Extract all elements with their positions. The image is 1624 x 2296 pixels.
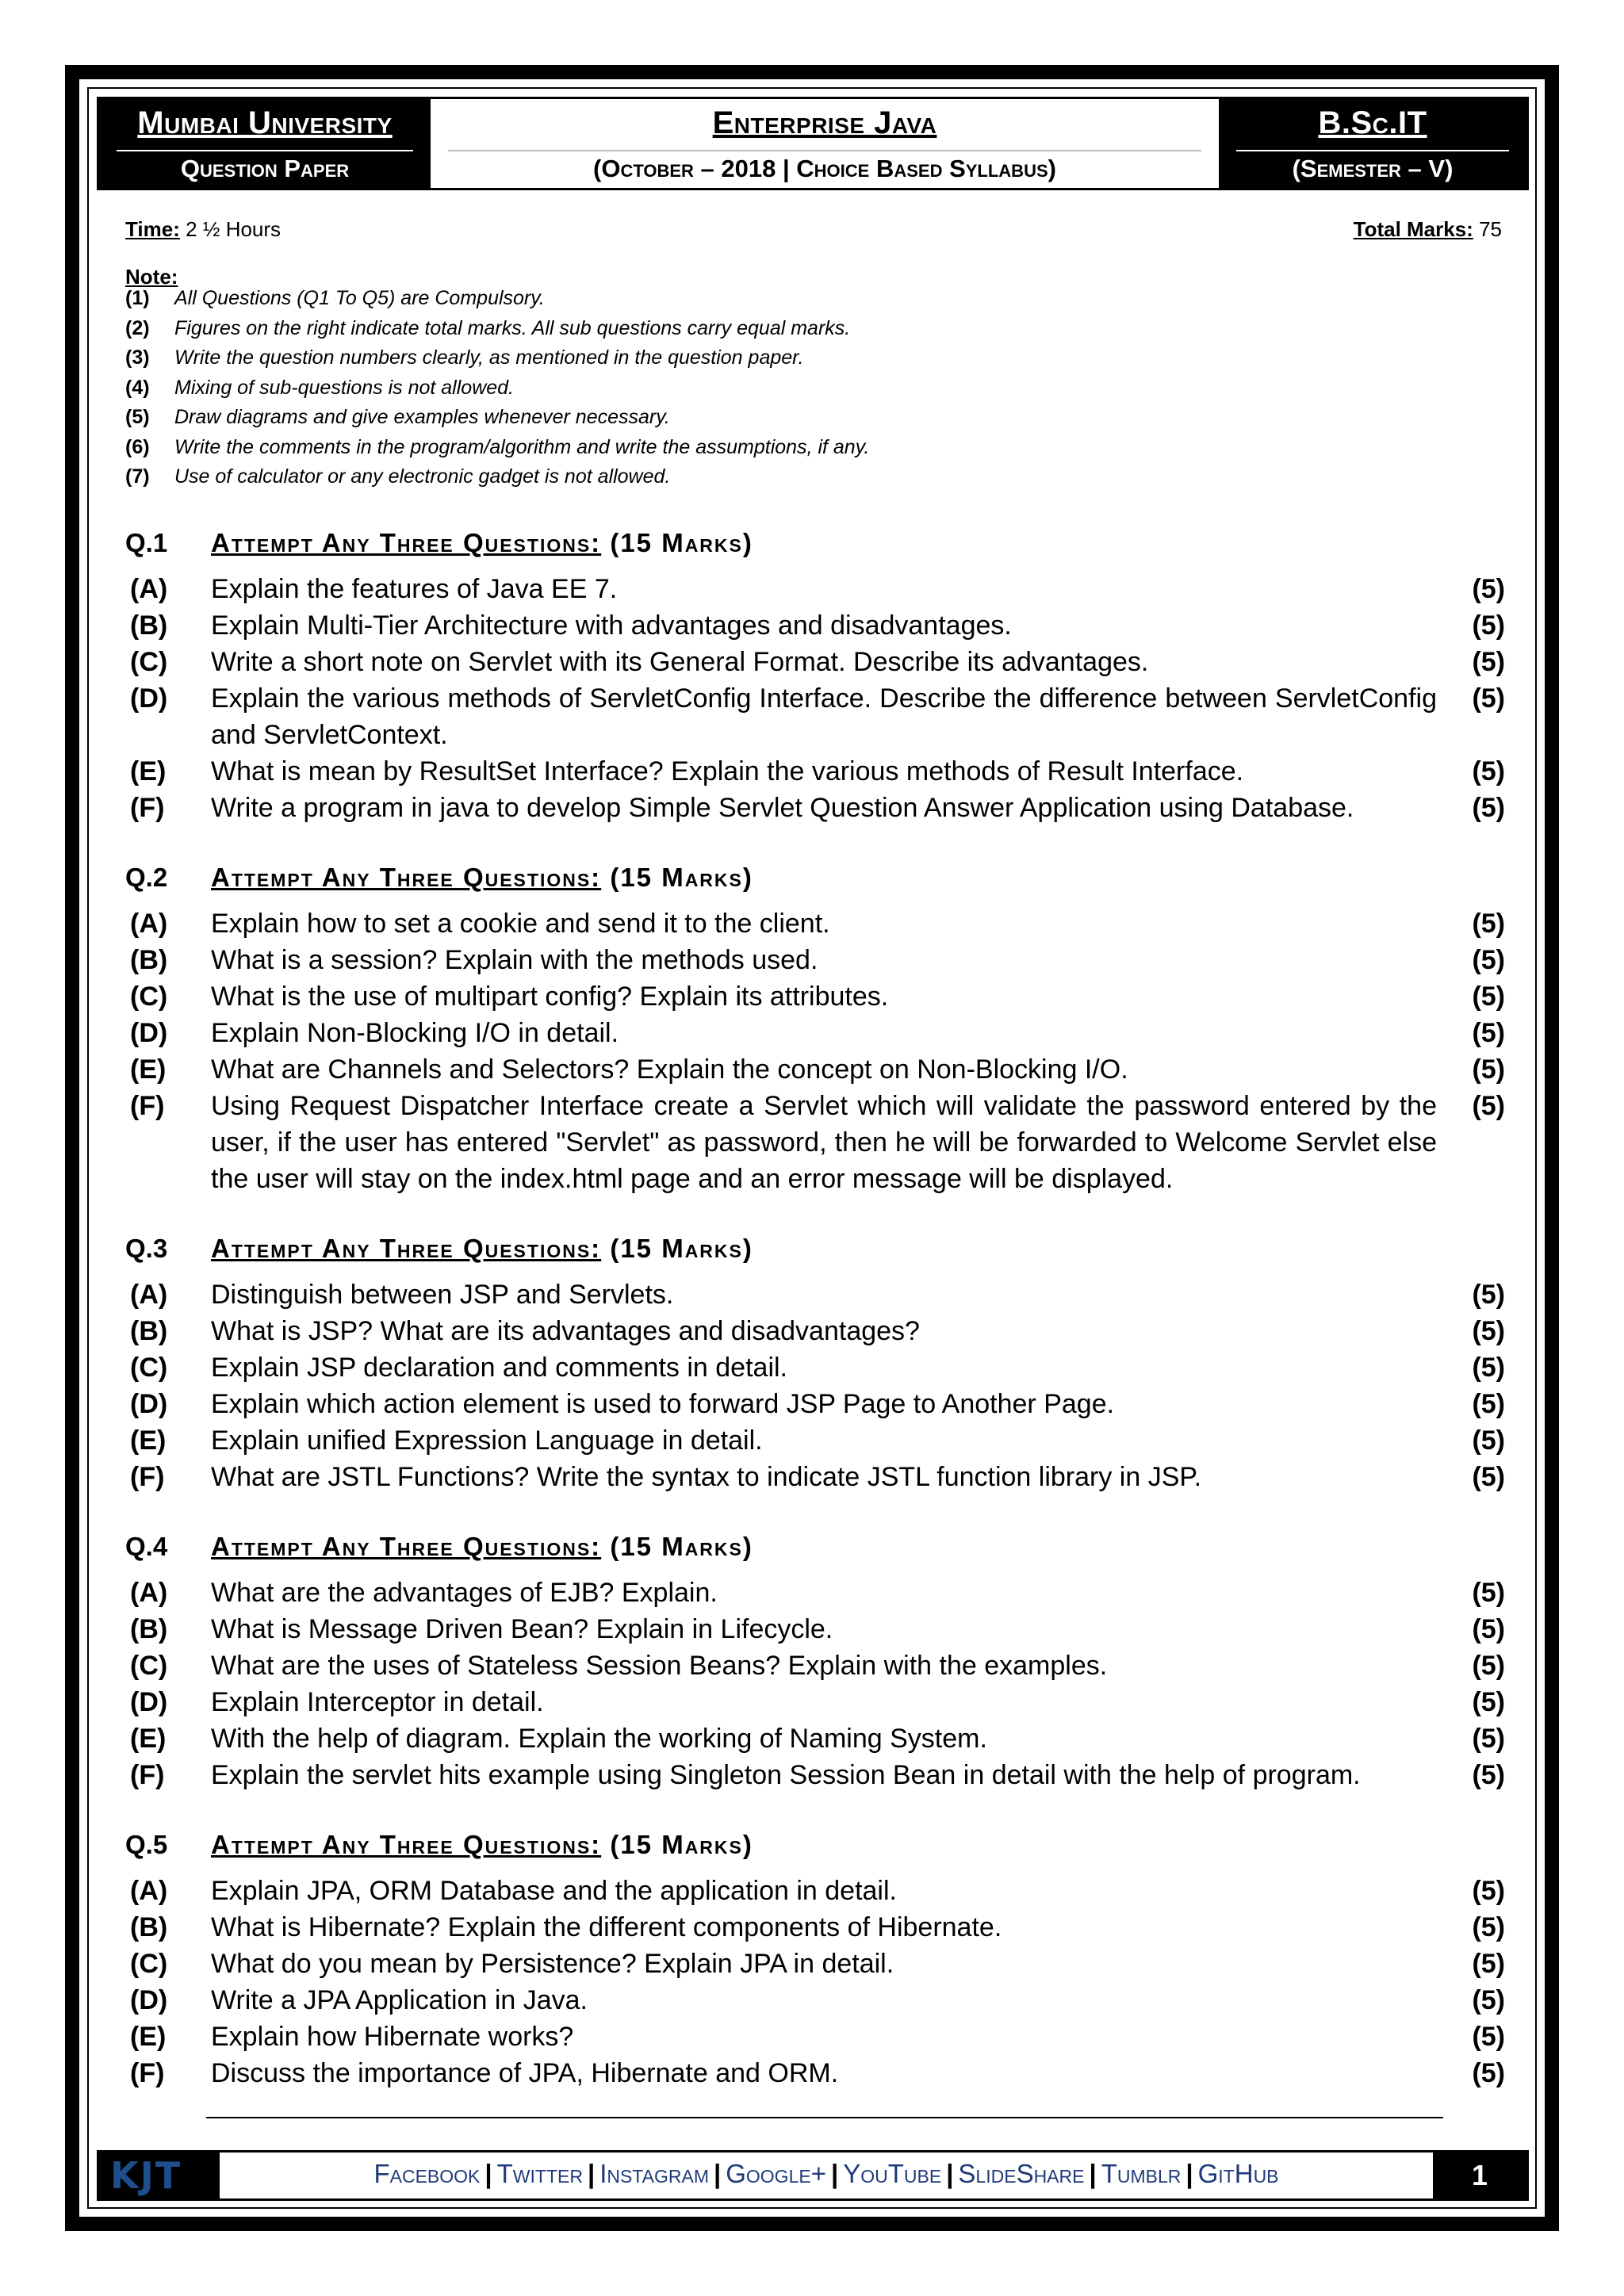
sub-question-label: (A) [130,1578,168,1608]
question-instruction-text: Attempt Any Three Questions: [211,1234,602,1263]
sub-question-text: Explain the servlet hits example using Singleton Session Bean in detail with the help of program. [211,1760,1361,1790]
note-number: (2) [125,316,150,339]
question-paper-label: Question Paper [180,155,350,182]
sub-question-label: (E) [130,1054,167,1085]
sub-question-text: What is the use of multipart config? Explain its attributes. [211,982,889,1012]
question-total-marks: (15 Marks) [601,528,753,557]
link-separator: | [587,2159,596,2188]
sub-question-marks: (5) [1472,1280,1505,1310]
sub-question-label: (C) [130,1651,168,1681]
course-title: B.Sc.IT [1318,105,1427,140]
sub-question-text: What is a session? Explain with the methods used. [211,945,818,975]
sub-question-marks: (5) [1472,610,1505,641]
sub-question-text: What do you mean by Persistence? Explain JPA in detail. [211,1949,894,1979]
header-course [1219,99,1526,188]
sub-question-text: Explain JSP declaration and comments in detail. [211,1353,787,1383]
sub-question-marks: (5) [1472,1724,1505,1754]
sub-question-label: (B) [130,1614,168,1644]
social-link-youtube[interactable]: YouTube [843,2159,942,2188]
sub-question-text: Explain unified Expression Language in detail. [211,1425,763,1456]
subject-title: Enterprise Java [712,105,937,140]
page-number: 1 [1433,2152,1526,2198]
header-divider [117,150,413,151]
question-instruction-text: Attempt Any Three Questions: [211,528,602,557]
header-divider [448,150,1201,151]
sub-question-marks: (5) [1472,2058,1505,2088]
note-text: All Questions (Q1 To Q5) are Compulsory. [174,287,545,309]
sub-question-text: Explain JPA, ORM Database and the application in detail. [211,1876,897,1906]
social-link-twitter[interactable]: Twitter [496,2159,583,2188]
sub-question-label: (A) [130,909,168,939]
sub-question-label: (E) [130,1425,167,1456]
question-number: Q.4 [125,1532,168,1561]
sub-question-text: What is JSP? What are its advantages and disadvantages? [211,1316,920,1346]
question-instruction-text: Attempt Any Three Questions: [211,863,602,892]
question-number: Q.2 [125,863,168,892]
link-separator: | [1185,2159,1193,2188]
sub-question-text: What are JSTL Functions? Write the syntax to indicate JSTL function library in JSP. [211,1462,1202,1492]
sub-question-marks: (5) [1472,1316,1505,1346]
sub-question-marks: (5) [1472,1018,1505,1048]
sub-question-text: What are the uses of Stateless Session Beans? Explain with the examples. [211,1651,1108,1681]
sub-question-text: Explain how Hibernate works? [211,2022,574,2052]
note-text: Draw diagrams and give examples whenever necessary. [174,406,670,428]
sub-question-label: (E) [130,1724,167,1754]
sub-question-marks: (5) [1472,1760,1505,1790]
sub-question-marks: (5) [1472,1687,1505,1717]
note-number: (1) [125,287,150,309]
sub-question-marks: (5) [1472,1985,1505,2015]
question-total-marks: (15 Marks) [601,863,753,892]
semester-label: (Semester – V) [1292,155,1454,182]
total-marks-value: 75 [1473,217,1502,241]
social-links [220,2159,1433,2189]
social-link-github[interactable]: GitHub [1197,2159,1279,2188]
university-title: Mumbai University [137,105,393,140]
link-separator: | [946,2159,954,2188]
link-separator: | [485,2159,492,2188]
sub-question-text: Explain Multi-Tier Architecture with advantages and disadvantages. [211,610,1012,641]
kjt-logo [99,2152,220,2198]
sub-question-marks: (5) [1472,1651,1505,1681]
sub-question-marks: (5) [1472,1912,1505,1942]
sub-question-label: (B) [130,1912,168,1942]
sub-question-label: (A) [130,1876,168,1906]
question-number: Q.3 [125,1234,168,1263]
note-text: Write the question numbers clearly, as mentioned in the question paper. [174,346,804,369]
total-marks-info [1354,217,1502,242]
question-number: Q.5 [125,1830,168,1859]
sub-question-label: (D) [130,1985,168,2015]
time-label: Time: [125,217,180,241]
sub-question-marks: (5) [1472,1353,1505,1383]
sub-question-marks: (5) [1472,982,1505,1012]
sub-question-marks: (5) [1472,2022,1505,2052]
question-instruction [211,1532,753,1562]
sub-question-label: (F) [130,1760,165,1790]
sub-question-text: Write a program in java to develop Simple Servlet Question Answer Application using Database. [211,793,1354,823]
sub-question-text: Explain which action element is used to forward JSP Page to Another Page. [211,1389,1115,1419]
total-marks-label: Total Marks: [1353,217,1473,241]
sub-question-text: Explain Interceptor in detail. [211,1687,544,1717]
sub-question-marks: (5) [1472,1614,1505,1644]
sub-question-marks: (5) [1472,909,1505,939]
sub-question-marks: (5) [1472,793,1505,823]
note-number: (5) [125,406,150,428]
question-instruction-text: Attempt Any Three Questions: [211,1532,602,1561]
sub-question-label: (F) [130,1462,165,1492]
question-total-marks: (15 Marks) [601,1830,753,1859]
sub-question-text: Explain the features of Java EE 7. [211,574,618,604]
social-link-tumblr[interactable]: Tumblr [1101,2159,1182,2188]
question-instruction [211,1830,753,1860]
note-number: (7) [125,465,150,488]
sub-question-marks: (5) [1472,945,1505,975]
time-info [125,217,281,242]
sub-question-marks: (5) [1472,647,1505,677]
sub-question-text: Discuss the importance of JPA, Hibernate and ORM. [211,2058,839,2088]
note-text: Figures on the right indicate total marks. All sub questions carry equal marks. [174,316,851,339]
sub-question-label: (B) [130,1316,168,1346]
sub-question-text: What are Channels and Selectors? Explain the concept on Non-Blocking I/O. [211,1054,1128,1085]
header-subject [431,99,1219,188]
sub-question-text: What is Message Driven Bean? Explain in Lifecycle. [211,1614,833,1644]
sub-question-label: (A) [130,1280,168,1310]
sub-question-label: (E) [130,756,167,786]
sub-question-marks: (5) [1472,1091,1505,1121]
kjt-logo-text: KJT [110,2154,182,2197]
footer-bar [97,2150,1529,2201]
sub-question-marks: (5) [1472,1876,1505,1906]
sub-question-text: What are the advantages of EJB? Explain. [211,1578,718,1608]
question-total-marks: (15 Marks) [601,1234,753,1263]
sub-question-text: Write a JPA Application in Java. [211,1985,588,2015]
sub-question-text: Explain the various methods of ServletConfig Interface. Describe the difference between ServletConfig and ServletContext. [211,683,1437,750]
social-link-slideshare[interactable]: SlideShare [958,2159,1085,2188]
question-instruction [211,528,753,558]
note-number: (3) [125,346,150,369]
sub-question-label: (C) [130,647,168,677]
sub-question-marks: (5) [1472,1425,1505,1456]
sub-question-label: (D) [130,683,168,714]
end-rule [206,2117,1443,2118]
time-value: 2 ½ Hours [179,217,282,241]
note-text: Mixing of sub-questions is not allowed. [174,376,515,399]
sub-question-text: What is Hibernate? Explain the different components of Hibernate. [211,1912,1002,1942]
header-university [99,99,431,188]
sub-question-label: (D) [130,1687,168,1717]
note-title: Note: [125,265,178,289]
note-text: Use of calculator or any electronic gadget is not allowed. [174,465,671,488]
sub-question-text: What is mean by ResultSet Interface? Explain the various methods of Result Interface. [211,756,1244,786]
sub-question-marks: (5) [1472,574,1505,604]
link-separator: | [1089,2159,1097,2188]
sub-question-label: (D) [130,1389,168,1419]
sub-question-label: (D) [130,1018,168,1048]
sub-question-label: (A) [130,574,168,604]
sub-question-label: (C) [130,1949,168,1979]
exam-session: (October – 2018 | Choice Based Syllabus) [593,155,1056,182]
sub-question-marks: (5) [1472,1054,1505,1085]
sub-question-marks: (5) [1472,1578,1505,1608]
sub-question-text: Explain how to set a cookie and send it to the client. [211,909,830,939]
sub-question-marks: (5) [1472,1389,1505,1419]
social-link-google[interactable]: Google+ [726,2159,826,2188]
sub-question-label: (C) [130,982,168,1012]
sub-question-marks: (5) [1472,1949,1505,1979]
question-total-marks: (15 Marks) [601,1532,753,1561]
sub-question-marks: (5) [1472,683,1505,714]
sub-question-label: (B) [130,610,168,641]
sub-question-marks: (5) [1472,756,1505,786]
sub-question-label: (C) [130,1353,168,1383]
social-link-instagram[interactable]: Instagram [599,2159,709,2188]
sub-question-marks: (5) [1472,1462,1505,1492]
sub-question-label: (F) [130,1091,165,1121]
sub-question-text: Explain Non-Blocking I/O in detail. [211,1018,619,1048]
sub-question-text: With the help of diagram. Explain the working of Naming System. [211,1724,987,1754]
question-number: Q.1 [125,528,168,557]
sub-question-label: (B) [130,945,168,975]
note-number: (4) [125,376,150,399]
social-link-facebook[interactable]: Facebook [373,2159,481,2188]
header-bar [97,97,1529,190]
question-instruction [211,863,753,893]
link-separator: | [714,2159,722,2188]
sub-question-label: (F) [130,2058,165,2088]
sub-question-label: (E) [130,2022,167,2052]
question-instruction-text: Attempt Any Three Questions: [211,1830,602,1859]
link-separator: | [830,2159,839,2188]
sub-question-text: Using Request Dispatcher Interface create a Servlet which will validate the password entered by the user, if the user has entered "Servlet" as password, then he will be forwarded to Welcome Servlet else the user will stay on the index.html page and an error message will be displayed. [211,1091,1437,1194]
note-number: (6) [125,435,150,458]
question-instruction [211,1234,753,1264]
header-divider [1236,150,1509,151]
note-text: Write the comments in the program/algorithm and write the assumptions, if any. [174,435,870,458]
sub-question-text: Distinguish between JSP and Servlets. [211,1280,674,1310]
sub-question-label: (F) [130,793,165,823]
sub-question-text: Write a short note on Servlet with its General Format. Describe its advantages. [211,647,1149,677]
